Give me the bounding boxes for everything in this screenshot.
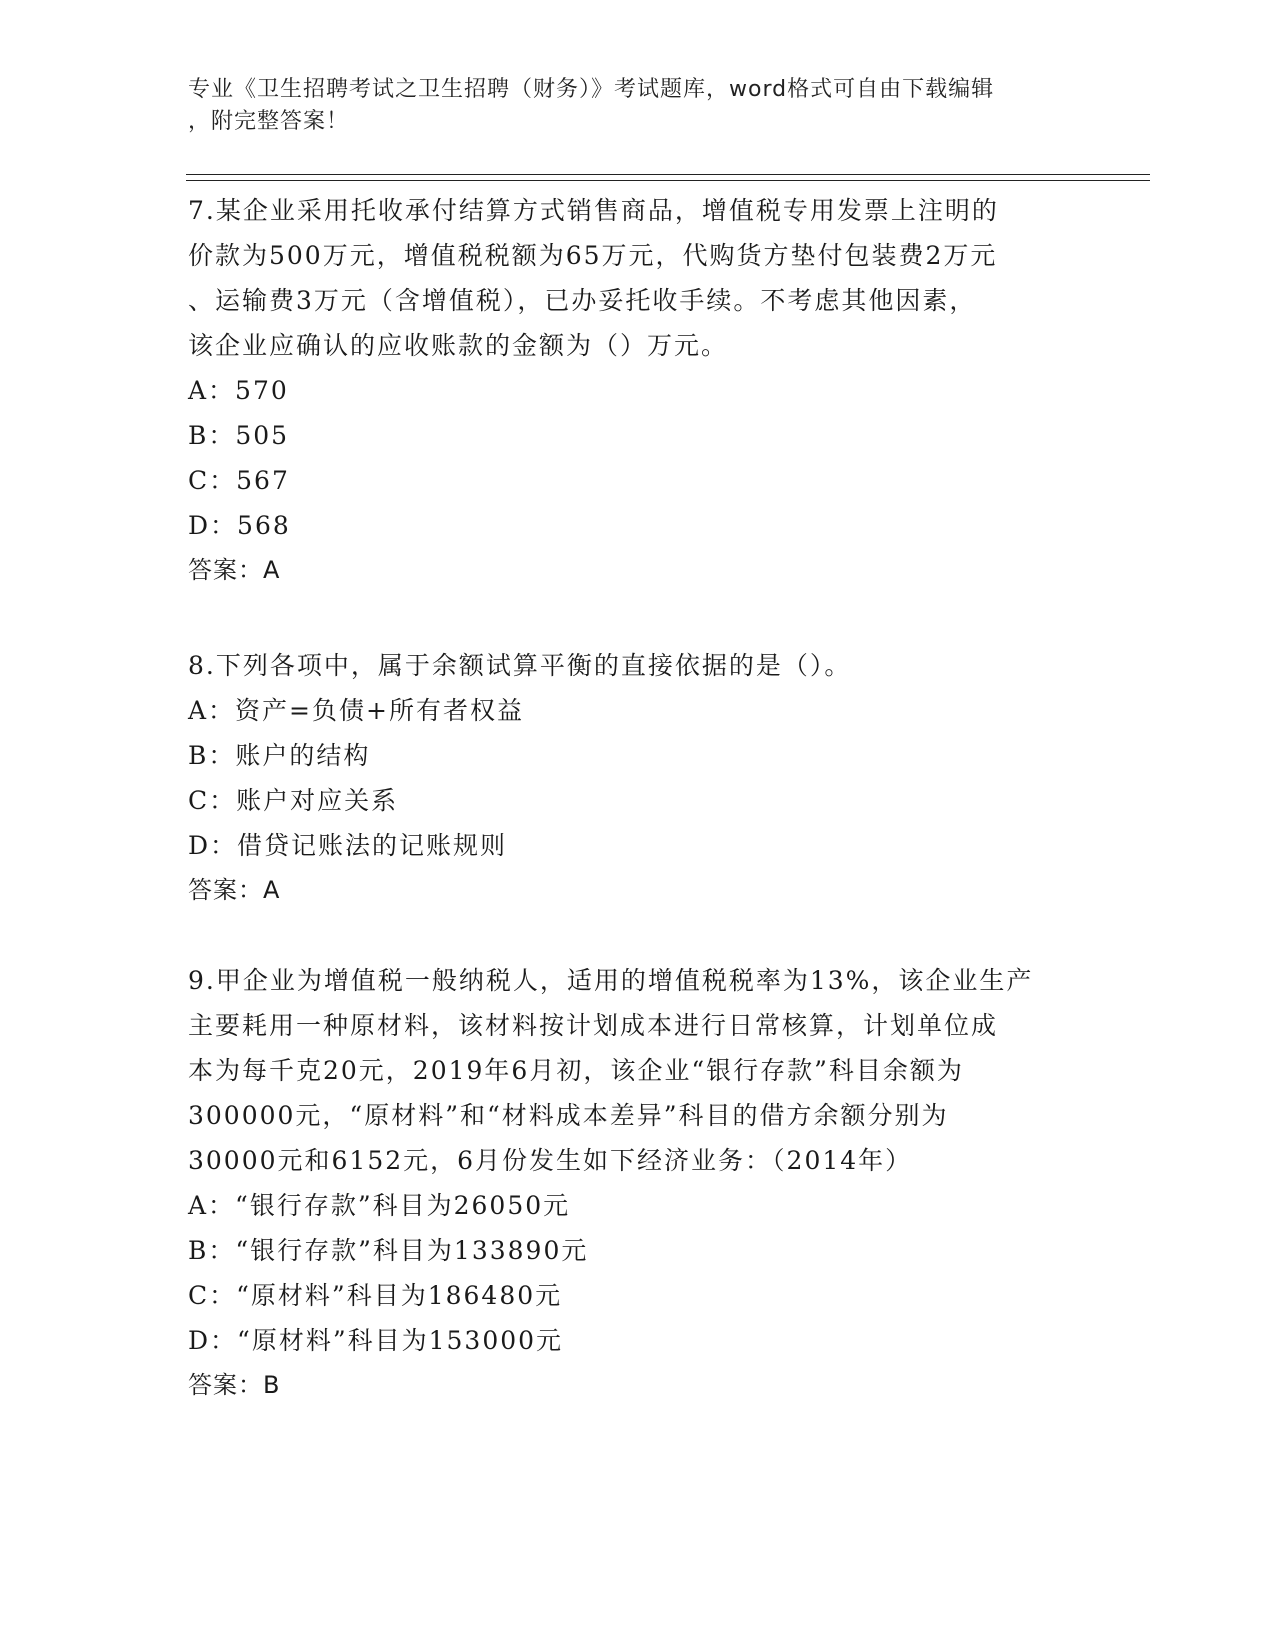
answer-label: 答案：A <box>188 556 281 584</box>
option-b: B：账户的结构 <box>188 741 371 770</box>
header-divider-top <box>186 174 1150 175</box>
stem-line: 、运输费3万元（含增值税），已办妥托收手续。不考虑其他因素， <box>188 286 977 315</box>
question-7 <box>188 188 1088 593</box>
option-b: B：“银行存款”科目为133890元 <box>188 1236 589 1265</box>
option-d: D：568 <box>188 511 291 540</box>
option-c: C：“原材料”科目为186480元 <box>188 1281 563 1310</box>
option-d: D：“原材料”科目为153000元 <box>188 1326 564 1355</box>
stem-line: 主要耗用一种原材料，该材料按计划成本进行日常核算，计划单位成 <box>188 1011 999 1040</box>
stem-line: 300000元，“原材料”和“材料成本差异”科目的借方余额分别为 <box>188 1101 949 1130</box>
stem-line: 8.下列各项中，属于余额试算平衡的直接依据的是（）。 <box>188 651 852 680</box>
option-d: D：借贷记账法的记账规则 <box>188 831 508 860</box>
header-line-1: 专业《卫生招聘考试之卫生招聘（财务）》考试题库，word格式可自由下载编辑 <box>188 77 995 102</box>
header-divider-bottom <box>186 180 1150 181</box>
option-a: A：“银行存款”科目为26050元 <box>188 1191 571 1220</box>
option-c: C：567 <box>188 466 290 495</box>
stem-line: 9.甲企业为增值税一般纳税人，适用的增值税税率为13%，该企业生产 <box>188 966 1034 995</box>
question-stem <box>188 958 1088 1183</box>
stem-line: 价款为500万元，增值税税额为65万元，代购货方垫付包装费2万元 <box>188 241 998 270</box>
question-9 <box>188 958 1088 1408</box>
question-8 <box>188 643 1088 913</box>
stem-line: 该企业应确认的应收账款的金额为（）万元。 <box>188 331 729 360</box>
option-c: C：账户对应关系 <box>188 786 399 815</box>
question-stem <box>188 643 1088 688</box>
stem-line: 7.某企业采用托收承付结算方式销售商品，增值税专用发票上注明的 <box>188 196 999 225</box>
question-stem <box>188 188 1088 368</box>
option-a: A：资产=负债+所有者权益 <box>188 696 524 725</box>
stem-line: 30000元和6152元，6月份发生如下经济业务：（2014年） <box>188 1146 913 1175</box>
option-b: B：505 <box>188 421 290 450</box>
answer-label: 答案：A <box>188 876 281 904</box>
header-line-2: ，附完整答案！ <box>188 109 350 134</box>
option-a: A：570 <box>188 376 289 405</box>
answer-label: 答案：B <box>188 1371 281 1399</box>
document-header <box>188 74 1068 138</box>
stem-line: 本为每千克20元，2019年6月初，该企业“银行存款”科目余额为 <box>188 1056 964 1085</box>
